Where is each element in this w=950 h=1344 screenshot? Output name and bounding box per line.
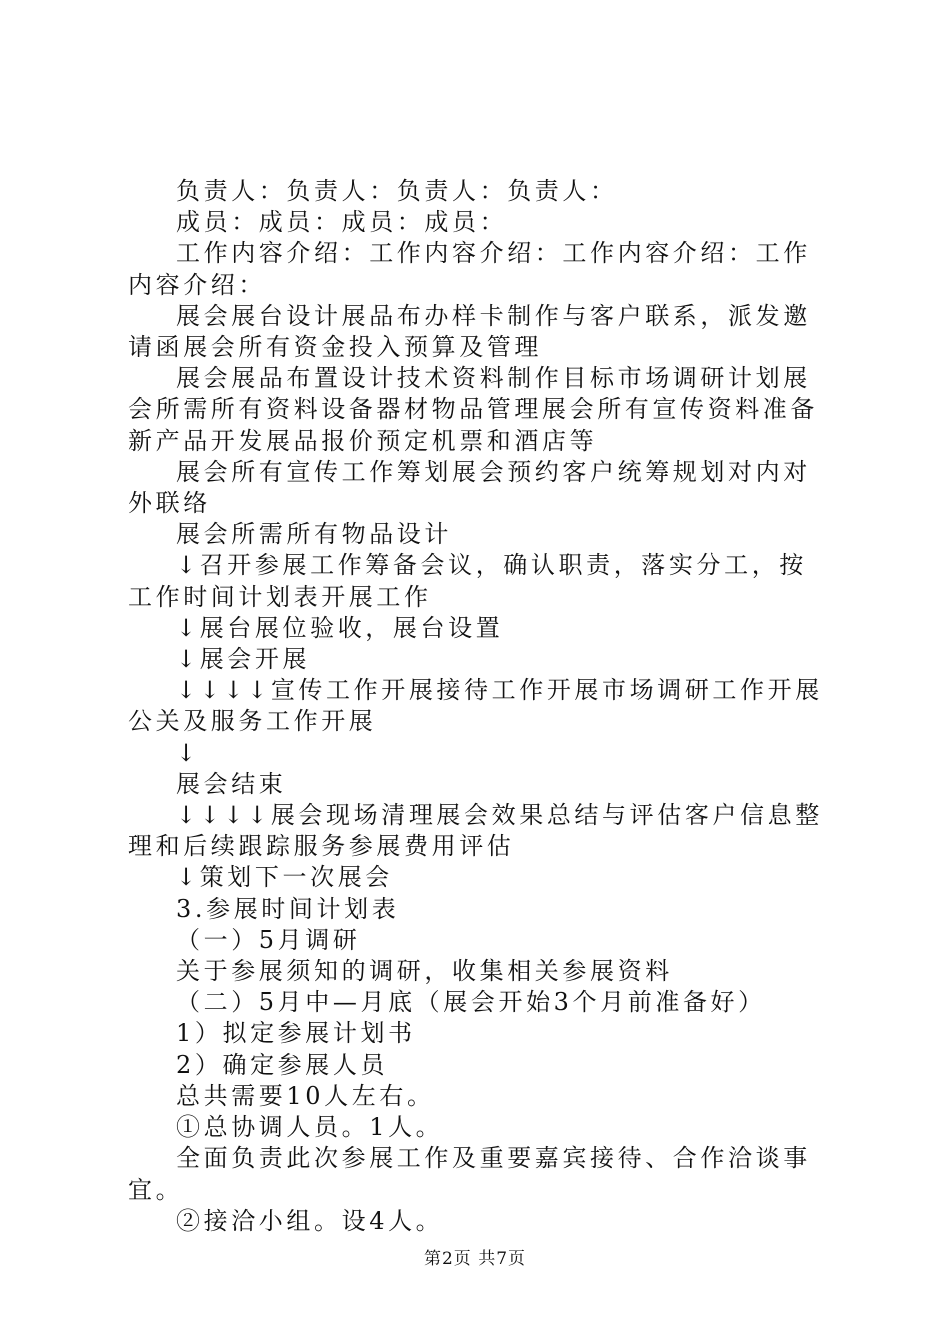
paragraph: 工作内容介绍：工作内容介绍：工作内容介绍：工作内容介绍： — [128, 239, 811, 299]
paragraph: 3.参展时间计划表 — [176, 894, 400, 923]
document-body — [128, 176, 834, 1237]
paragraph: 全面负责此次参展工作及重要嘉宾接待、合作洽谈事宜。 — [128, 1144, 811, 1204]
paragraph: 负责人：负责人：负责人：负责人： — [176, 177, 618, 205]
paragraph: 展会所需所有物品设计 — [176, 520, 452, 549]
page-number-footer: 第2页 共7页 — [423, 1249, 527, 1269]
paragraph: （一）5月调研 — [176, 925, 361, 954]
paragraph: ↓↓↓↓宣传工作开展接待工作开展市场调研工作开展公关及服务工作开展 — [128, 676, 823, 736]
paragraph: 2）确定参展人员 — [176, 1050, 389, 1079]
paragraph: ↓ — [176, 738, 200, 767]
paragraph: ↓↓↓↓展会现场清理展会效果总结与评估客户信息整理和后续跟踪服务参展费用评估 — [128, 801, 823, 861]
paragraph: （二）5月中—月底（展会开始3个月前准备好） — [176, 988, 766, 1017]
paragraph: 1）拟定参展计划书 — [176, 1019, 416, 1048]
paragraph: 展会所有宣传工作筹划展会预约客户统筹规划对内对外联络 — [128, 457, 811, 518]
paragraph: ①总协调人员。1人。 — [176, 1113, 444, 1142]
paragraph: 成员：成员：成员：成员： — [176, 208, 508, 237]
paragraph: 展会结束 — [176, 769, 287, 798]
paragraph: 总共需要10人左右。 — [176, 1081, 435, 1110]
paragraph: 关于参展须知的调研，收集相关参展资料 — [176, 957, 673, 986]
paragraph: ↓召开参展工作筹备会议，确认职责，落实分工，按工作时间计划表开展工作 — [128, 551, 807, 611]
paragraph: ↓策划下一次展会 — [176, 863, 393, 892]
paragraph: 展会展台设计展品布办样卡制作与客户联系，派发邀请函展会所有资金投入预算及管理 — [128, 301, 811, 362]
paragraph: ②接洽小组。设4人。 — [176, 1206, 444, 1235]
paragraph: 展会展品布置设计技术资料制作目标市场调研计划展会所需所有资料设备器材物品管理展会所有宣传资料准备新产品开发展品报价预定机票和酒店等 — [128, 364, 818, 455]
paragraph: ↓展台展位验收，展台设置 — [176, 613, 504, 642]
paragraph: ↓展会开展 — [176, 645, 311, 674]
